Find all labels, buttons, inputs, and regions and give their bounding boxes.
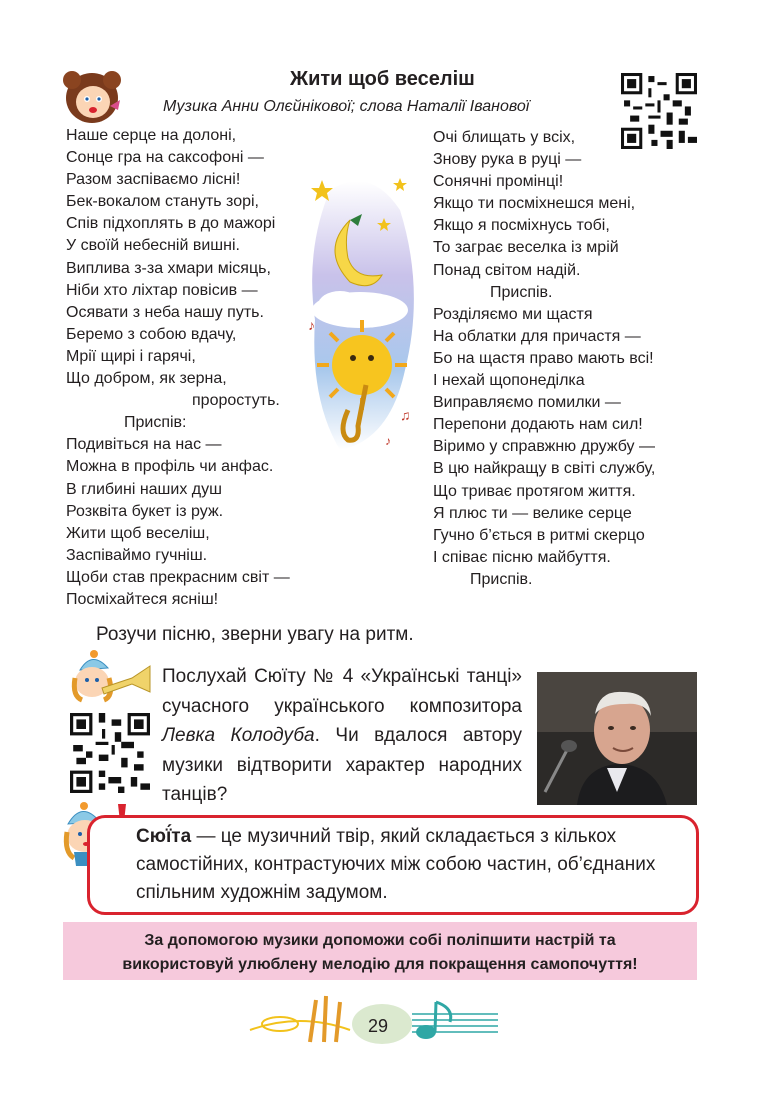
- lyric-line: Якщо я посміхнусь тобі,: [433, 217, 610, 235]
- svg-text:♪: ♪: [308, 317, 315, 333]
- lyric-line: Осявати з неба нашу путь.: [66, 303, 264, 321]
- lyric-line: Мрії щирі і гарячі,: [66, 347, 196, 365]
- svg-text:♫: ♫: [400, 407, 411, 423]
- chorus-label: Приспів.: [490, 283, 553, 301]
- girl-mascot-icon: [60, 66, 124, 126]
- lyric-line: Виправляємо помилки —: [433, 394, 621, 412]
- tip-line-1: За допомогою музики допоможи собі поліпшити настрій та: [144, 932, 616, 949]
- lyric-line: І нехай щопонеділка: [433, 372, 585, 390]
- lyric-line: В глибині наших душ: [66, 480, 222, 498]
- definition-term: Сюї́та: [136, 826, 192, 847]
- lyric-line: То заграє веселка із мрій: [433, 239, 619, 257]
- lyric-line: Бо на щастя право мають всі!: [433, 349, 654, 367]
- lyric-line: Я плюс ти — велике серце: [433, 504, 632, 522]
- lyric-line: Беремо з собою вдачу,: [66, 325, 237, 343]
- instruction-text: Розучи пісню, зверни увагу на ритм.: [96, 624, 414, 645]
- chorus-label: Приспів.: [470, 570, 533, 588]
- lyric-line: Розквіта букет із руж.: [66, 502, 224, 520]
- song-subtitle: Музика Анни Олєйнікової; слова Наталії Іванової: [163, 98, 530, 115]
- lyric-line: Понад світом надій.: [433, 261, 581, 279]
- lyric-line: Розділяємо ми щастя: [433, 305, 593, 323]
- lyric-line: Можна в профіль чи анфас.: [66, 458, 274, 476]
- lyric-line: Якщо ти посміхнешся мені,: [433, 195, 636, 213]
- page-number: 29: [368, 1016, 389, 1036]
- lyric-line: Сонце гра на саксофоні —: [66, 149, 264, 167]
- song-title: Жити щоб веселіш: [290, 68, 475, 90]
- lyric-line: проростуть.: [192, 392, 280, 410]
- definition-text: [136, 823, 684, 907]
- lyric-line: Перепони додають нам сил!: [433, 416, 643, 434]
- lyric-line: Що добром, як зерна,: [66, 370, 227, 388]
- lyric-line: Разом заспіваємо лісні!: [66, 171, 241, 189]
- lyric-line: І співає пісню майбуття.: [433, 548, 611, 566]
- lyric-line: Бек-вокалом стануть зорі,: [66, 193, 259, 211]
- lyric-line: Жити щоб веселіш,: [66, 524, 210, 542]
- composer-name: Левка Колодуба: [162, 725, 315, 746]
- lyric-line: Посміхайтеся ясніш!: [66, 590, 219, 608]
- lyric-line: Віримо у справжню дружбу —: [433, 438, 655, 456]
- lyric-line: Що триває протягом життя.: [433, 482, 636, 500]
- lyric-line: Спів підхоплять в до мажорі: [66, 215, 276, 233]
- task-text-end: . Чи вдалося автору музики відтворити характер народних танців?: [162, 725, 523, 805]
- lyric-line: Гучно б’ється в ритмі скерцо: [433, 526, 645, 544]
- tip-line-2: використовуй улюблену мелодію для покращення самопочуття!: [122, 956, 638, 973]
- lyric-line: Знову рука в руці —: [433, 151, 582, 169]
- tip-banner-text: [63, 929, 697, 977]
- lyric-line: Виплива з-за хмари місяць,: [66, 259, 271, 277]
- lyric-line: Наше серце на долоні,: [66, 127, 237, 144]
- moon-sun-illustration: [300, 170, 424, 455]
- lyrics-right-column: [433, 127, 655, 591]
- lyric-line: Сонячні промінці!: [433, 173, 564, 191]
- composer-photo: [537, 672, 697, 805]
- task-text-start: Послухай Сюїту № 4 «Українські танці» сучасного українського композитора: [162, 666, 522, 717]
- listening-task: [162, 662, 522, 810]
- lyric-line: На облатки для причастя —: [433, 327, 641, 345]
- lyric-line: Заспіваймо гучніш.: [66, 546, 208, 564]
- chorus-label: Приспів:: [124, 414, 187, 432]
- lyrics-left-column: [66, 125, 290, 611]
- lyric-line: Подивіться на нас —: [66, 436, 222, 454]
- lyric-line: У своїй небесній вишні.: [66, 237, 240, 255]
- lyric-line: Щоби став прекрасним світ —: [66, 568, 290, 586]
- lyric-line: Ніби хто ліхтар повісив —: [66, 281, 258, 299]
- qr-code-icon[interactable]: [70, 713, 150, 793]
- boy-trumpet-icon: [62, 648, 152, 710]
- svg-text:♪: ♪: [385, 434, 391, 448]
- lyric-line: В цю найкращу в світі службу,: [433, 460, 656, 478]
- lyric-line: Очі блищать у всіх,: [433, 129, 576, 146]
- definition-body: — це музичний твір, який складається з кількох самостійних, контрастуючих між собою частин, об’єднаних спільним художнім задумом.: [136, 826, 656, 903]
